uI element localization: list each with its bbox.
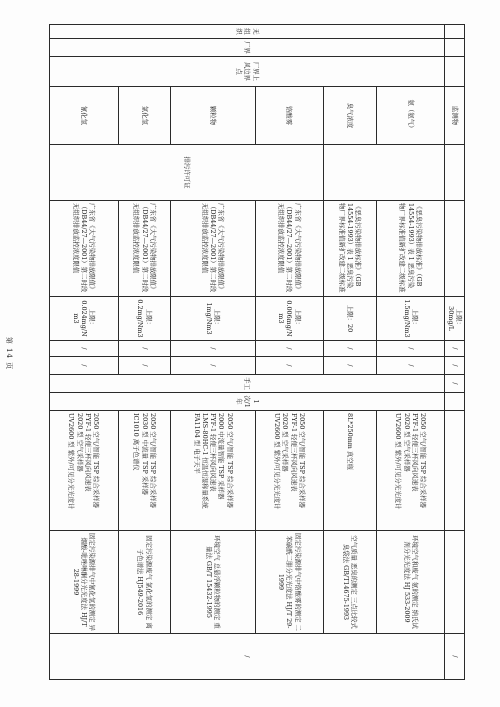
- table-row: 颗粒物 广东省《大气污染物排放限值》（DB44/27—2001）第二时段无组织排放监控浓度限值 上限：1mg/Nm3 / / 2050 空气/智能 TSP 综合采样器 2000 中流量智能 TSP 采样器 FYF-1 轻便三杯风向风速表 LMS-80HC-1 恒温恒湿称量系统 FA1104 型 电子天平 环境空气 总悬浮颗粒物的测定 重量法 GB/T 15432-1995: [171, 25, 255, 680]
- limit-cell: 上限：0.024mg/Nm3: [50, 297, 119, 341]
- standard-cell: 广东省《大气污染物排放限值》（DB44/27—2001）第二时段无组织排放监控浓度限值: [255, 201, 324, 297]
- header-pollutant: 监测物: [445, 87, 465, 145]
- table-row: 臭气浓度 《恶臭污染物排放标准》（GB 14554-1993）表 1 恶臭污染物厂界标准值新扩改建二级标准 上限：20 / / 8L*250mm 真空瓶 空气质量 恶臭的测定 三点比较式臭袋法 GB/T14675-1993: [324, 25, 377, 680]
- method-cell: 8L*250mm 真空瓶: [324, 411, 377, 531]
- analysis-cell: 环境空气 总悬浮颗粒物的测定 重量法 GB/T 15432-1995: [171, 531, 255, 634]
- pollutant-cell: 颗粒物: [171, 87, 255, 145]
- analysis-cell: 固定污染源排气中氰化氢的测定 异烟酸-吡唑啉酮分光光度法 HJ/T 28-1999: [50, 531, 119, 634]
- method-cell: 2050 空气/智能 TSP 综合采样器 FYF-1 轻便三杯风向风速表 2020 型 空气采样器 UV2600 型 紫外/可见分光光度计: [50, 411, 119, 531]
- pollutant-cell: 氰化氢: [50, 87, 119, 145]
- method-cell: 2050 空气/智能 TSP 综合采样器 FYF-1 轻便三杯风向风速表 2020 型 空气采样器 UV2600 型 紫外/可见分光光度计: [376, 411, 445, 531]
- monitoring-table: [49, 24, 465, 680]
- standard-cell: 广东省《大气污染物排放限值》（DB44/27—2001）第二时段无组织排放监控浓度限值: [50, 201, 119, 297]
- table-row: 氯化氢 广东省《大气污染物排放限值》（DB44/27—2001）第二时段无组织排放监控浓度限值 上限：0.2mg/Nm3 / / 2050 空气/智能 TSP 综合采样器 2030 型 中流量 TSP 采样器 IC1010 离子色谱仪 固定污染源废气 氯化氢的测定 离子色谱法 HJ549-2016: [118, 25, 171, 680]
- analysis-cell: 固定污染源排气中铬酸雾的测定 二苯碳酰二肼分光光度法 HJ/T 29-1999: [255, 531, 324, 634]
- permit-ref-cell: 排污许可证: [50, 145, 324, 201]
- top-limit: 上限：30mg/L: [445, 297, 465, 341]
- standard-cell: 广东省《大气污染物排放限值》（DB44/27—2001）第二时段无组织排放监控浓度限值: [118, 201, 171, 297]
- pollutant-cell: 氨（氨气）: [376, 87, 445, 145]
- analysis-cell: 空气质量 恶臭的测定 三点比较式臭袋法 GB/T14675-1993: [324, 531, 377, 634]
- group-boundary: 厂界: [50, 39, 445, 57]
- method-cell: 2050 空气/智能 TSP 综合采样器 2000 中流量智能 TSP 采样器 FYF-1 轻便三杯风向风速表 LMS-80HC-1 恒温恒湿称量系统 FA1104 型 电子天平: [171, 411, 255, 531]
- method-cell: 2050 空气/智能 TSP 综合采样器 2030 型 中流量 TSP 采样器 IC1010 离子色谱仪: [118, 411, 171, 531]
- limit-cell: 上限：0.006mg/Nm3: [255, 297, 324, 341]
- method-cell: 2050 空气/智能 TSP 综合采样器 FYF-1 轻便三杯风向风速表 2020 型 空气采样器 UV2600 型 紫外/可见分光光度计: [255, 411, 324, 531]
- table-row: 无组织 厂界 厂界上风边界点 氨（氨气） 《恶臭污染物排放标准》（GB 14554-1993）表 1 恶臭污染物厂界标准值新扩改建二级标准 上限：1.5mg/Nm3 / / 手工 1次/1年 2050 空气/智能 TSP 综合采样器 FYF-1 轻便三杯风向风速表 2020 型 空气采样器 UV2600 型 紫外/可见分光光度计 环境空气和废气 氨的测定 纳氏试剂分光光度法 HJ 533-2009 /: [376, 25, 445, 680]
- limit-cell: 上限：20: [324, 297, 377, 341]
- pollutant-cell: 铬酸雾: [255, 87, 324, 145]
- pollutant-cell: 臭气浓度: [324, 87, 377, 145]
- frequency-cell: 1次/1年: [50, 393, 445, 411]
- table-row: 氰化氢 广东省《大气污染物排放限值》（DB44/27—2001）第二时段无组织排放监控浓度限值 上限：0.024mg/Nm3 / / 2050 空气/智能 TSP 综合采样器 FYF-1 轻便三杯风向风速表 2020 型 空气采样器 UV2600 型 紫外/可见分光光度计 固定污染源排气中氰化氢的测定 异烟酸-吡唑啉酮分光光度法 HJ/T 28-1999: [50, 25, 119, 680]
- analysis-cell: 固定污染源废气 氯化氢的测定 离子色谱法 HJ549-2016: [118, 531, 171, 634]
- group-boundary-upwind: 厂界上风边界点: [50, 57, 445, 87]
- header-row: 监测物 上限：30mg/L / / / /: [445, 25, 465, 680]
- analysis-cell: 环境空气和废气 氨的测定 纳氏试剂分光光度法 HJ 533-2009: [376, 531, 445, 634]
- limit-cell: 上限：1mg/Nm3: [171, 297, 255, 341]
- group-unorganized: 无组织: [50, 25, 445, 39]
- limit-cell: 上限：1.5mg/Nm3: [376, 297, 445, 341]
- limit-cell: 上限：0.2mg/Nm3: [118, 297, 171, 341]
- standard-cell: 广东省《大气污染物排放限值》（DB44/27—2001）第二时段无组织排放监控浓度限值: [171, 201, 255, 297]
- table-row: 铬酸雾 排污许可证 广东省《大气污染物排放限值》（DB44/27—2001）第二时段无组织排放监控浓度限值 上限：0.006mg/Nm3 / / 2050 空气/智能 TSP 综合采样器 FYF-1 轻便三杯风向风速表 2020 型 空气采样器 UV2600 型 紫外/可见分光光度计 固定污染源排气中铬酸雾的测定 二苯碳酰二肼分光光度法 HJ/T 29-1999: [255, 25, 324, 680]
- standard-cell: 《恶臭污染物排放标准》（GB 14554-1993）表 1 恶臭污染物厂界标准值新扩改建二级标准: [324, 201, 377, 297]
- manual-cell: 手工: [50, 375, 445, 393]
- standard-cell: 《恶臭污染物排放标准》（GB 14554-1993）表 1 恶臭污染物厂界标准值新扩改建二级标准: [376, 201, 445, 297]
- pollutant-cell: 氯化氢: [118, 87, 171, 145]
- page-number: 第 14 页: [5, 336, 13, 371]
